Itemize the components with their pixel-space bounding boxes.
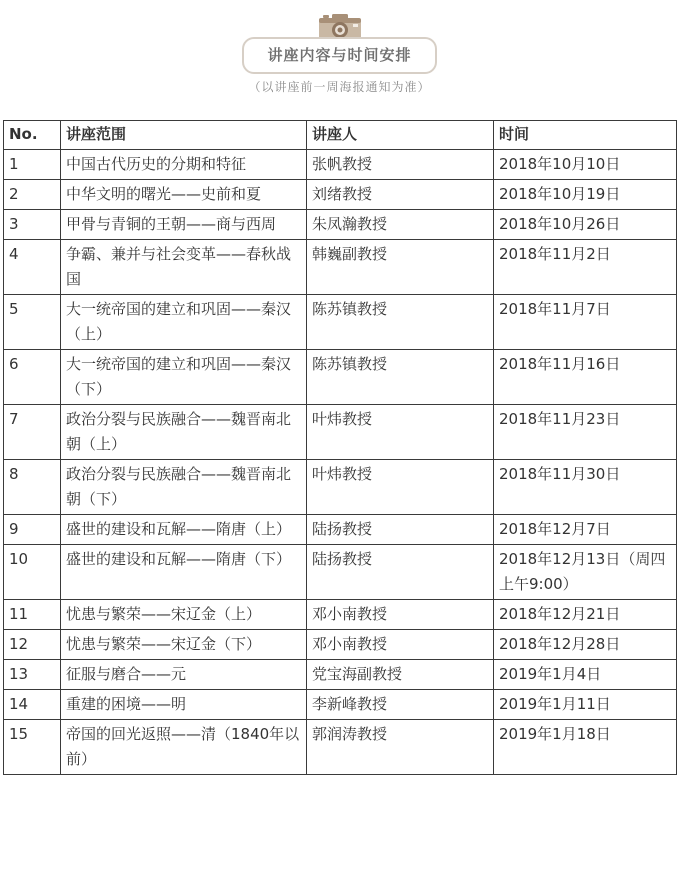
cell-no: 2 [4,180,61,210]
cell-topic: 中华文明的曙光——史前和夏 [61,180,307,210]
cell-time: 2019年1月18日 [494,720,677,775]
cell-no: 9 [4,515,61,545]
cell-topic: 甲骨与青铜的王朝——商与西周 [61,210,307,240]
cell-time: 2018年11月2日 [494,240,677,295]
cell-no: 6 [4,350,61,405]
cell-topic: 重建的困境——明 [61,690,307,720]
table-row [4,600,677,630]
cell-topic: 争霸、兼并与社会变革——春秋战国 [61,240,307,295]
table-row [4,350,677,405]
cell-topic: 盛世的建设和瓦解——隋唐（上） [61,515,307,545]
cell-lecturer: 邓小南教授 [307,600,494,630]
cell-time: 2018年10月19日 [494,180,677,210]
cell-time: 2018年12月21日 [494,600,677,630]
cell-lecturer: 张帆教授 [307,150,494,180]
cell-lecturer: 陈苏镇教授 [307,350,494,405]
cell-topic: 大一统帝国的建立和巩固——秦汉（上） [61,295,307,350]
column-header-time: 时间 [494,121,677,150]
page-subtitle: （以讲座前一周海报通知为准） [248,80,431,94]
header [0,0,679,110]
cell-time: 2018年10月10日 [494,150,677,180]
cell-time: 2018年11月16日 [494,350,677,405]
cell-lecturer: 陆扬教授 [307,515,494,545]
cell-lecturer: 刘绪教授 [307,180,494,210]
cell-time: 2018年11月30日 [494,460,677,515]
table-row [4,180,677,210]
table-row [4,150,677,180]
cell-no: 15 [4,720,61,775]
cell-time: 2019年1月4日 [494,660,677,690]
table-row [4,240,677,295]
table-row [4,720,677,775]
cell-no: 1 [4,150,61,180]
cell-time: 2018年11月7日 [494,295,677,350]
cell-no: 3 [4,210,61,240]
table-row [4,405,677,460]
cell-topic: 帝国的回光返照——清（1840年以前） [61,720,307,775]
cell-lecturer: 朱凤瀚教授 [307,210,494,240]
cell-lecturer: 郭润涛教授 [307,720,494,775]
cell-lecturer: 叶炜教授 [307,405,494,460]
lecture-schedule-table [3,120,677,775]
column-header-topic: 讲座范围 [61,121,307,150]
table-row [4,660,677,690]
table-row [4,690,677,720]
table-body [4,150,677,775]
cell-lecturer: 李新峰教授 [307,690,494,720]
cell-no: 13 [4,660,61,690]
page-title: 讲座内容与时间安排 [242,37,437,74]
cell-topic: 政治分裂与民族融合——魏晋南北朝（下） [61,460,307,515]
cell-topic: 忧患与繁荣——宋辽金（下） [61,630,307,660]
cell-time: 2019年1月11日 [494,690,677,720]
table-row [4,460,677,515]
cell-topic: 盛世的建设和瓦解——隋唐（下） [61,545,307,600]
cell-time: 2018年11月23日 [494,405,677,460]
cell-no: 10 [4,545,61,600]
cell-no: 12 [4,630,61,660]
cell-no: 8 [4,460,61,515]
cell-topic: 大一统帝国的建立和巩固——秦汉（下） [61,350,307,405]
cell-time: 2018年12月7日 [494,515,677,545]
table-row [4,630,677,660]
cell-lecturer: 韩巍副教授 [307,240,494,295]
column-header-no: No. [4,121,61,150]
table-row [4,545,677,600]
cell-no: 11 [4,600,61,630]
cell-time: 2018年10月26日 [494,210,677,240]
cell-time: 2018年12月28日 [494,630,677,660]
cell-lecturer: 陆扬教授 [307,545,494,600]
cell-topic: 政治分裂与民族融合——魏晋南北朝（上） [61,405,307,460]
cell-topic: 忧患与繁荣——宋辽金（上） [61,600,307,630]
cell-topic: 征服与磨合——元 [61,660,307,690]
cell-lecturer: 陈苏镇教授 [307,295,494,350]
table-row [4,295,677,350]
cell-no: 7 [4,405,61,460]
table-row [4,210,677,240]
table-row [4,515,677,545]
cell-lecturer: 邓小南教授 [307,630,494,660]
column-header-lecturer: 讲座人 [307,121,494,150]
cell-no: 4 [4,240,61,295]
cell-topic: 中国古代历史的分期和特征 [61,150,307,180]
cell-no: 14 [4,690,61,720]
cell-no: 5 [4,295,61,350]
table-header-row [4,121,677,150]
cell-lecturer: 叶炜教授 [307,460,494,515]
cell-lecturer: 党宝海副教授 [307,660,494,690]
cell-time: 2018年12月13日（周四上午9:00） [494,545,677,600]
